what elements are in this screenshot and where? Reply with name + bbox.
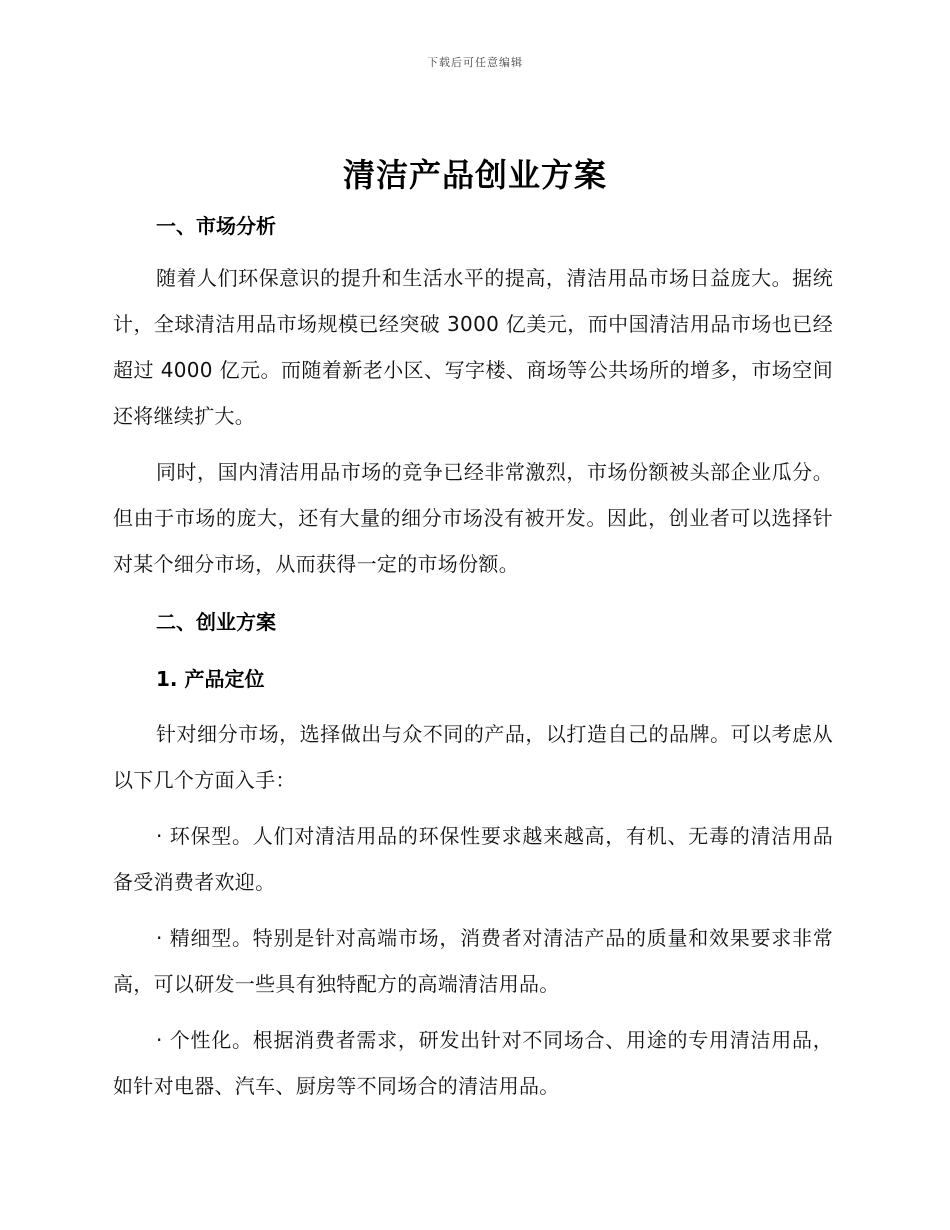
- section-heading-business-plan: 二、创业方案: [156, 610, 276, 634]
- document-title: 清洁产品创业方案: [342, 156, 607, 194]
- header-note: 下载后可任意编辑: [427, 56, 523, 69]
- paragraph-competition: 同时，国内清洁用品市场的竞争已经非常激烈，市场份额被头部企业瓜分。但由于市场的庞大，还有大量的细分市场没有被开发。因此，创业者可以选择针对某个细分市场，从而获得一定的市场份额。: [113, 460, 833, 576]
- paragraph-positioning-intro: 针对细分市场，选择做出与众不同的产品，以打造自己的品牌。可以考虑从以下几个方面入手：: [113, 722, 833, 792]
- paragraph-market-size: 随着人们环保意识的提升和生活水平的提高，清洁用品市场日益庞大。据统计，全球清洁用品市场规模已经突破 3000 亿美元，而中国清洁用品市场也已经超过 4000 亿元。而随着新老小区、写字楼、商场等公共场所的增多，市场空间还将继续扩大。: [113, 266, 833, 428]
- bullet-personalized: · 个性化。根据消费者需求，研发出针对不同场合、用途的专用清洁用品，如针对电器、汽车、厨房等不同场合的清洁用品。: [113, 1028, 833, 1098]
- bullet-eco-friendly: · 环保型。人们对清洁用品的环保性要求越来越高，有机、无毒的清洁用品备受消费者欢迎。: [113, 824, 833, 894]
- bullet-refined: · 精细型。特别是针对高端市场，消费者对清洁产品的质量和效果要求非常高，可以研发一些具有独特配方的高端清洁用品。: [113, 926, 833, 996]
- subheading-product-positioning: 1. 产品定位: [156, 667, 265, 691]
- section-heading-market-analysis: 一、市场分析: [156, 214, 276, 238]
